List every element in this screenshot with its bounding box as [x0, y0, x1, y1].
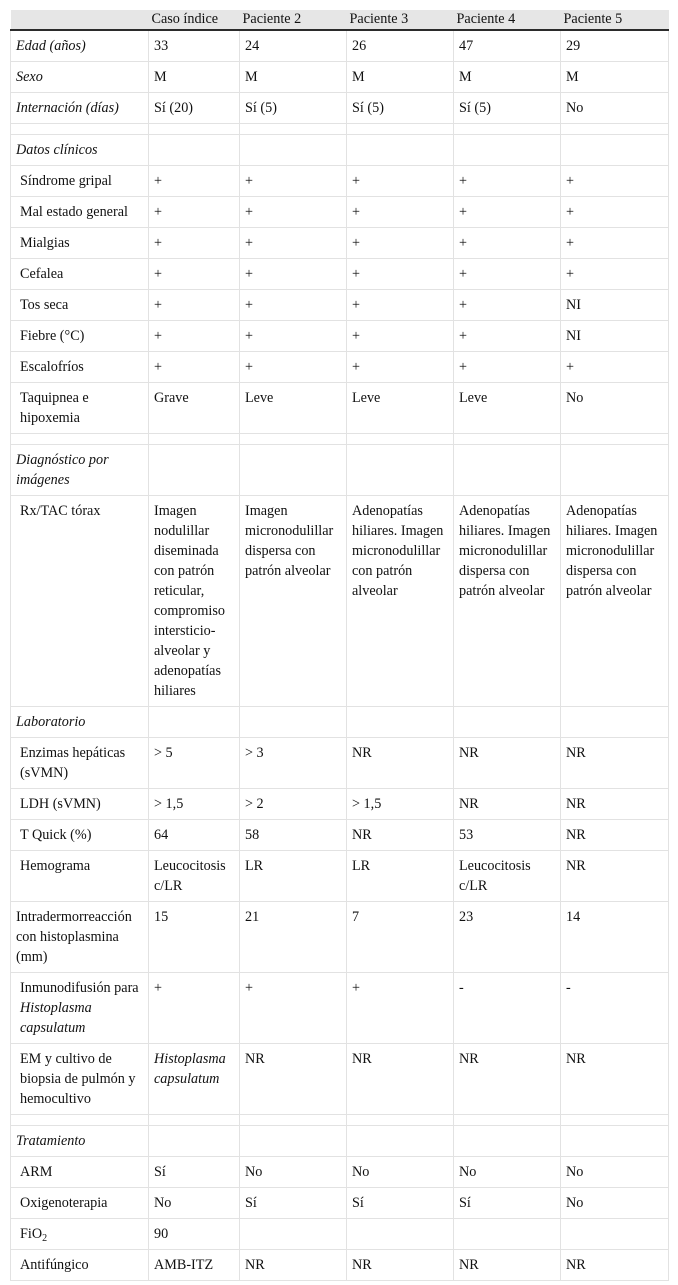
cell: M — [240, 62, 347, 93]
cell: + — [454, 352, 561, 383]
table-row — [11, 30, 669, 62]
cell: NR — [347, 1250, 454, 1281]
table-row — [11, 738, 669, 789]
cell: Leve — [347, 383, 454, 434]
table-row — [11, 383, 669, 434]
cell: > 3 — [240, 738, 347, 789]
cell: Sí (20) — [149, 93, 240, 124]
header-cell: Caso índice — [149, 10, 240, 30]
row-label: Síndrome gripal — [11, 166, 149, 197]
cell: + — [347, 197, 454, 228]
row-label: LDH (sVMN) — [11, 789, 149, 820]
cell: NR — [454, 738, 561, 789]
header-cell: Paciente 3 — [347, 10, 454, 30]
cell: + — [347, 166, 454, 197]
spacer-row — [11, 124, 669, 135]
cell: + — [454, 321, 561, 352]
table-row — [11, 290, 669, 321]
cell: 26 — [347, 30, 454, 62]
row-label: EM y cultivo de biopsia de pulmón y hemocultivo — [11, 1044, 149, 1115]
cell — [454, 1219, 561, 1250]
table-row — [11, 93, 669, 124]
cell: + — [149, 321, 240, 352]
cell: NR — [561, 820, 669, 851]
cell: + — [240, 197, 347, 228]
header-cell: Paciente 4 — [454, 10, 561, 30]
row-label: Oxigenoterapia — [11, 1188, 149, 1219]
row-label: Tos seca — [11, 290, 149, 321]
cell: - — [561, 973, 669, 1044]
cell: NR — [240, 1250, 347, 1281]
section-label: Laboratorio — [11, 707, 149, 738]
cell: No — [240, 1157, 347, 1188]
cell: No — [347, 1157, 454, 1188]
section-label: Diagnóstico por imágenes — [11, 445, 149, 496]
row-label: Intradermorreacción con histoplasmina (mm) — [11, 902, 149, 973]
clinical-table — [10, 10, 669, 1281]
spacer-row — [11, 434, 669, 445]
cell: + — [347, 259, 454, 290]
section-label: Datos clínicos — [11, 135, 149, 166]
row-label: Taquipnea e hipoxemia — [11, 383, 149, 434]
cell: No — [561, 383, 669, 434]
cell: LR — [240, 851, 347, 902]
cell: + — [347, 228, 454, 259]
table-row — [11, 228, 669, 259]
header-cell: Paciente 5 — [561, 10, 669, 30]
cell — [240, 1219, 347, 1250]
cell: - — [454, 973, 561, 1044]
cell: NR — [561, 738, 669, 789]
cell: + — [149, 259, 240, 290]
cell: Sí (5) — [454, 93, 561, 124]
cell: 58 — [240, 820, 347, 851]
cell: No — [561, 1157, 669, 1188]
table-row — [11, 197, 669, 228]
table-row — [11, 973, 669, 1044]
cell: + — [149, 166, 240, 197]
table-row — [11, 62, 669, 93]
table-row — [11, 259, 669, 290]
cell: NR — [347, 820, 454, 851]
cell: 15 — [149, 902, 240, 973]
row-label-text: FiO — [20, 1226, 43, 1242]
cell: Adenopatías hiliares. Imagen micronodulillar con patrón alveolar — [347, 496, 454, 707]
row-label: Fiebre (°C) — [11, 321, 149, 352]
table-row — [11, 321, 669, 352]
table-row — [11, 820, 669, 851]
cell: No — [561, 1188, 669, 1219]
cell: No — [149, 1188, 240, 1219]
cell: Grave — [149, 383, 240, 434]
row-label-subscript: 2 — [42, 1233, 48, 1244]
cell: 23 — [454, 902, 561, 973]
cell: No — [561, 93, 669, 124]
table-row — [11, 1250, 669, 1281]
table-row — [11, 1157, 669, 1188]
cell: 90 — [149, 1219, 240, 1250]
table-row — [11, 166, 669, 197]
cell: Sí (5) — [240, 93, 347, 124]
cell: + — [149, 228, 240, 259]
cell: 14 — [561, 902, 669, 973]
cell: NR — [347, 738, 454, 789]
cell: NR — [561, 851, 669, 902]
row-label: Antifúngico — [11, 1250, 149, 1281]
cell: Leucocitosis c/LR — [149, 851, 240, 902]
cell — [561, 1219, 669, 1250]
cell: Sí — [240, 1188, 347, 1219]
cell — [347, 1219, 454, 1250]
row-label: Mialgias — [11, 228, 149, 259]
cell: + — [240, 352, 347, 383]
cell: + — [347, 290, 454, 321]
cell: + — [454, 166, 561, 197]
section-row — [11, 1126, 669, 1157]
cell: + — [240, 259, 347, 290]
cell: NR — [561, 1044, 669, 1115]
cell: M — [454, 62, 561, 93]
section-row — [11, 135, 669, 166]
header-cell — [11, 10, 149, 30]
row-label-text: Inmunodifusión para — [20, 980, 139, 996]
cell: NR — [454, 1250, 561, 1281]
table-row — [11, 902, 669, 973]
cell: + — [347, 973, 454, 1044]
cell: Adenopatías hiliares. Imagen micronodulillar dispersa con patrón alveolar — [454, 496, 561, 707]
row-label: Internación (días) — [11, 93, 149, 124]
cell: 21 — [240, 902, 347, 973]
cell: Adenopatías hiliares. Imagen micronodulillar dispersa con patrón alveolar — [561, 496, 669, 707]
cell: + — [454, 290, 561, 321]
cell: + — [149, 352, 240, 383]
table-row — [11, 789, 669, 820]
cell: 64 — [149, 820, 240, 851]
row-label: Cefalea — [11, 259, 149, 290]
section-label: Tratamiento — [11, 1126, 149, 1157]
row-label: Rx/TAC tórax — [11, 496, 149, 707]
table-row — [11, 352, 669, 383]
cell: NR — [347, 1044, 454, 1115]
row-label: ARM — [11, 1157, 149, 1188]
cell: + — [149, 973, 240, 1044]
cell: + — [240, 973, 347, 1044]
row-label: Sexo — [11, 62, 149, 93]
cell: + — [347, 352, 454, 383]
cell: M — [347, 62, 454, 93]
cell: + — [561, 166, 669, 197]
row-label: Hemograma — [11, 851, 149, 902]
table-row — [11, 1044, 669, 1115]
row-label: Escalofríos — [11, 352, 149, 383]
cell: LR — [347, 851, 454, 902]
row-label-organism: Histoplasma capsulatum — [20, 1000, 92, 1036]
cell: NR — [454, 1044, 561, 1115]
cell: > 1,5 — [149, 789, 240, 820]
cell: Sí — [347, 1188, 454, 1219]
cell: M — [561, 62, 669, 93]
cell: Leucocitosis c/LR — [454, 851, 561, 902]
cell: Histoplasma capsulatum — [149, 1044, 240, 1115]
section-row — [11, 707, 669, 738]
row-label: Edad (años) — [11, 30, 149, 62]
cell: Imagen micronodulillar dispersa con patrón alveolar — [240, 496, 347, 707]
cell: + — [454, 228, 561, 259]
cell: 7 — [347, 902, 454, 973]
cell: > 1,5 — [347, 789, 454, 820]
cell: AMB-ITZ — [149, 1250, 240, 1281]
table-row — [11, 851, 669, 902]
header-cell: Paciente 2 — [240, 10, 347, 30]
row-label — [11, 1219, 149, 1250]
cell: Sí — [454, 1188, 561, 1219]
cell: + — [149, 197, 240, 228]
cell: + — [240, 166, 347, 197]
spacer-row — [11, 1115, 669, 1126]
cell: Leve — [454, 383, 561, 434]
cell: M — [149, 62, 240, 93]
table-row — [11, 1188, 669, 1219]
cell: + — [454, 197, 561, 228]
table-header — [11, 10, 669, 30]
cell: 53 — [454, 820, 561, 851]
cell: Sí (5) — [347, 93, 454, 124]
row-label: Mal estado general — [11, 197, 149, 228]
cell: + — [454, 259, 561, 290]
cell: NR — [561, 789, 669, 820]
cell: + — [149, 290, 240, 321]
cell: No — [454, 1157, 561, 1188]
table-row — [11, 496, 669, 707]
cell: + — [240, 321, 347, 352]
cell: 33 — [149, 30, 240, 62]
cell: Leve — [240, 383, 347, 434]
cell: 29 — [561, 30, 669, 62]
cell: 24 — [240, 30, 347, 62]
cell: + — [561, 352, 669, 383]
cell: + — [347, 321, 454, 352]
cell: Sí — [149, 1157, 240, 1188]
cell: NR — [454, 789, 561, 820]
cell: + — [240, 228, 347, 259]
cell: > 2 — [240, 789, 347, 820]
cell: Imagen nodulillar diseminada con patrón reticular, compromiso intersticio-alveolar y adenopatías hiliares — [149, 496, 240, 707]
cell: 47 — [454, 30, 561, 62]
cell: NI — [561, 290, 669, 321]
row-label: Enzimas hepáticas (sVMN) — [11, 738, 149, 789]
cell: > 5 — [149, 738, 240, 789]
cell: + — [240, 290, 347, 321]
cell: NR — [561, 1250, 669, 1281]
row-label: T Quick (%) — [11, 820, 149, 851]
cell: NI — [561, 321, 669, 352]
cell: + — [561, 259, 669, 290]
section-row — [11, 445, 669, 496]
cell: NR — [240, 1044, 347, 1115]
row-label — [11, 973, 149, 1044]
table-row — [11, 1219, 669, 1250]
cell: + — [561, 197, 669, 228]
cell: + — [561, 228, 669, 259]
